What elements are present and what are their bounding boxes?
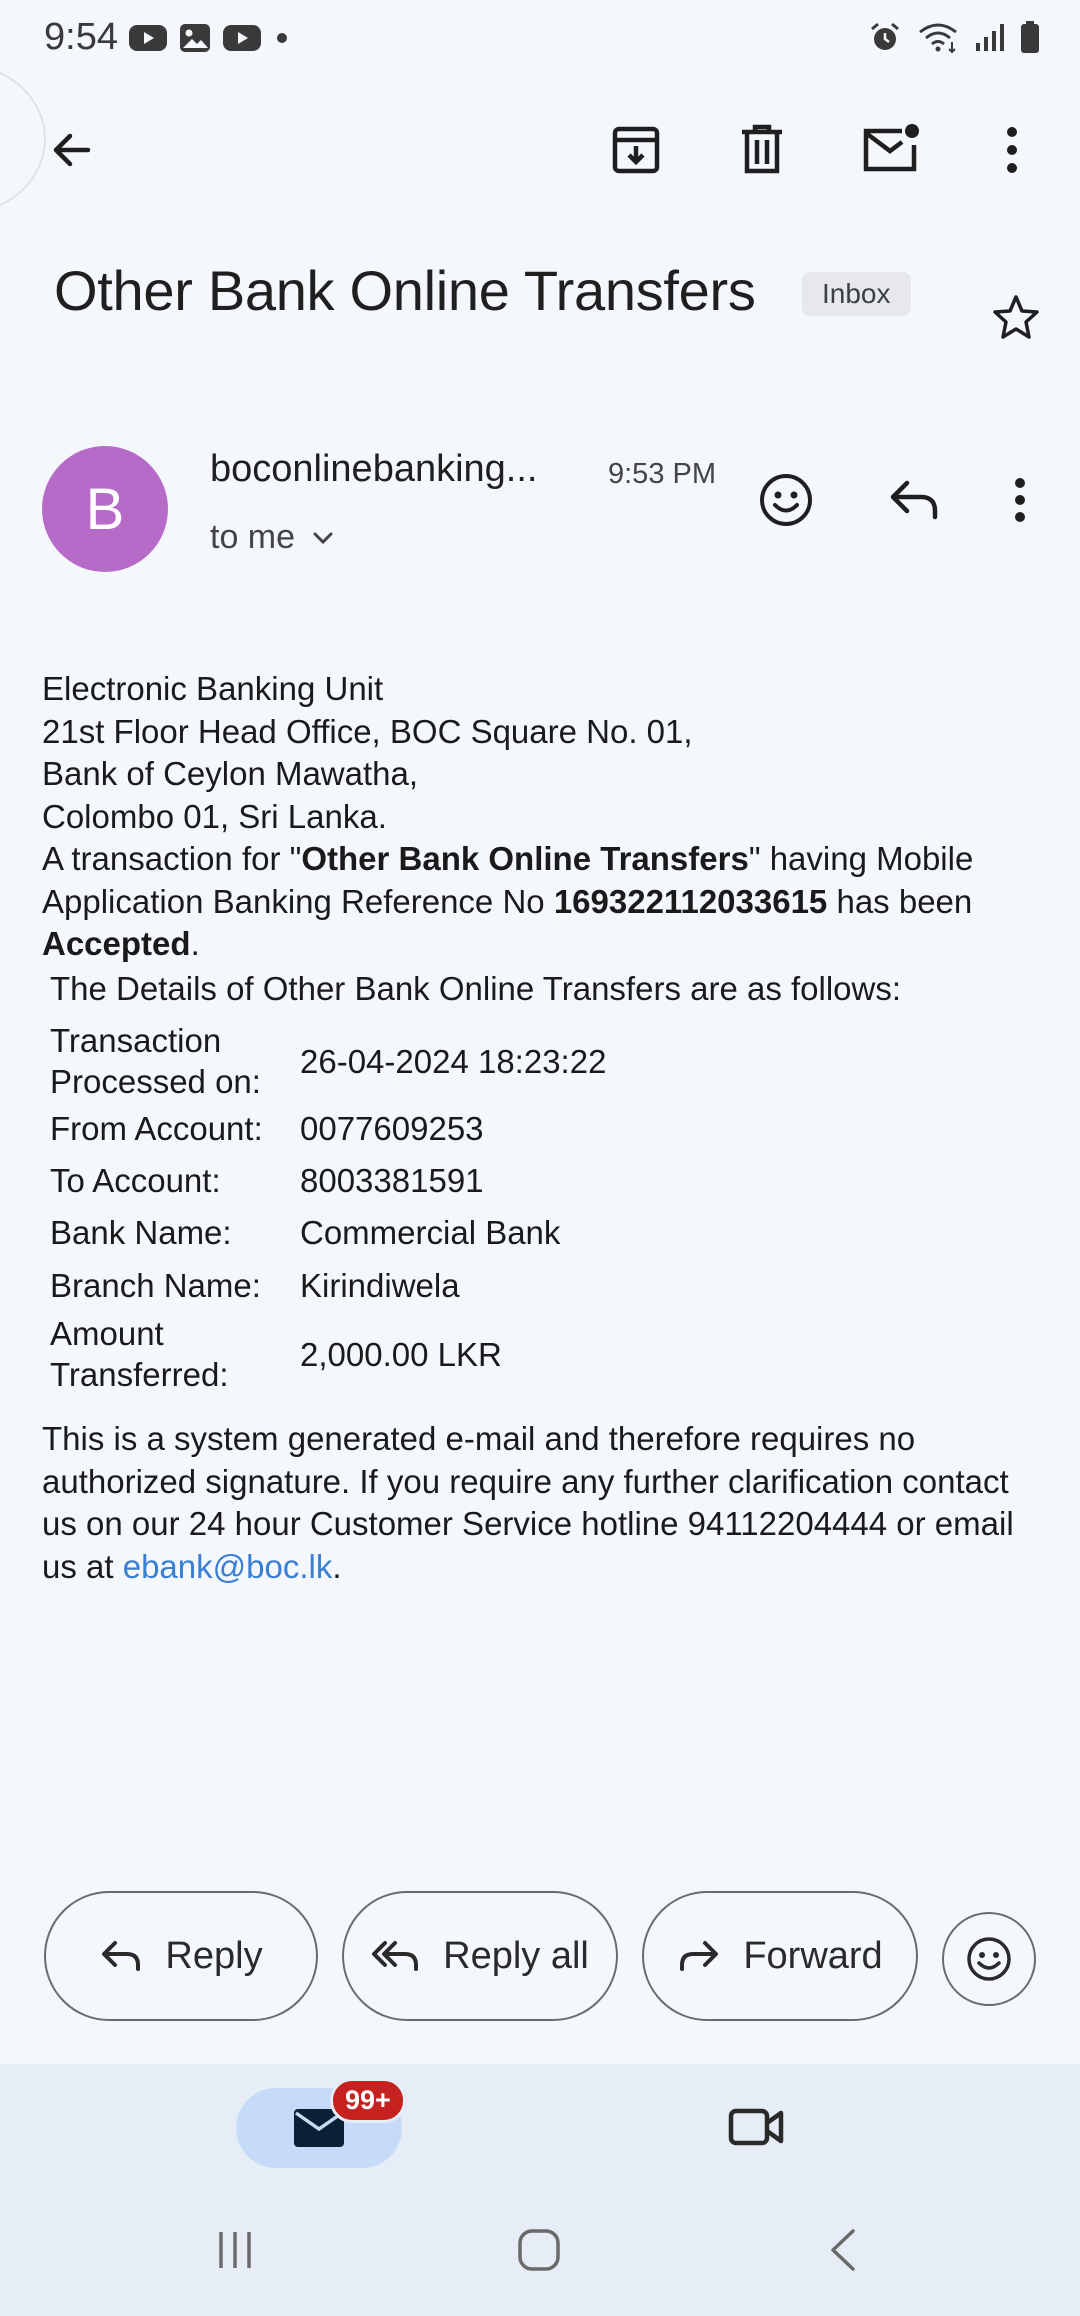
wifi-icon [916,20,960,54]
transfer-type: Other Bank Online Transfers [301,840,749,877]
delete-button[interactable] [730,118,794,182]
sender-avatar[interactable]: B [42,446,168,572]
alarm-icon [868,20,902,54]
recent-apps-button[interactable] [200,2220,270,2280]
detail-row [50,1206,606,1258]
signal-icon [974,21,1006,53]
detail-row [50,1258,606,1312]
reply-icon-button[interactable] [880,466,948,534]
detail-value: 26-04-2024 18:23:22 [300,1042,607,1080]
home-button[interactable] [504,2218,574,2282]
detail-value: 8003381591 [300,1161,484,1199]
recipient-details-toggle[interactable] [210,518,335,557]
battery-icon [1020,20,1040,54]
react-button[interactable] [942,1912,1036,2006]
transaction-status: Accepted [42,925,191,962]
address-line: 21st Floor Head Office, BOC Square No. 01, [42,712,693,750]
disclaimer-paragraph: This is a system generated e-mail and therefore requires no authorized signature. If you require any further clarification contact us on our 24 hour Customer Service hotline 94112204444 or email us at ebank@boc.lk. [42,1420,1014,1585]
reply-button[interactable] [44,1891,318,2021]
support-email-link[interactable]: ebank@boc.lk [122,1547,333,1585]
detail-row [50,1312,606,1396]
details-heading: The Details of Other Bank Online Transfers are as follows: [50,970,902,1007]
status-right-icons [868,20,1040,54]
reference-number: 169322112033615 [553,882,828,920]
address-line: Bank of Ceylon Mawatha, [42,755,419,792]
reply-all-button[interactable] [342,1891,618,2021]
transaction-paragraph: A transaction for "Other Bank Online Transfers" having Mobile Application Banking Reference No 169322112033615 has been Accepted. [42,840,974,962]
detail-value: Kirindiwela [300,1266,460,1304]
status-left-icons [128,22,292,54]
more-vert-icon [1013,477,1027,523]
sender-name[interactable]: boconlinebanking... [210,448,538,490]
star-icon [991,293,1041,343]
sent-time: 9:53 PM [608,458,716,490]
chevron-down-icon [311,530,335,546]
inbox-label-chip[interactable]: Inbox [802,272,911,316]
status-bar [0,0,1080,80]
details-table [50,1020,606,1396]
detail-row [50,1102,606,1154]
youtube-icon [222,23,262,53]
detail-label: Bank Name: [50,1213,232,1251]
more-options-button[interactable] [980,118,1044,182]
gallery-icon [178,22,212,54]
add-reaction-button[interactable] [752,466,820,534]
detail-label: To Account: [50,1161,221,1199]
detail-value: 0077609253 [300,1109,484,1147]
detail-label: From Account: [50,1109,263,1147]
system-back-button[interactable] [808,2218,878,2282]
mark-unread-button[interactable] [858,116,924,182]
back-button[interactable] [40,118,104,182]
dot-icon [272,28,292,48]
detail-value: 2,000.00 LKR [300,1335,502,1373]
more-vert-icon [1004,126,1020,174]
detail-label: Amount Transferred: [50,1315,229,1393]
detail-value: Commercial Bank [300,1213,561,1251]
emoji-icon [965,1935,1013,1983]
reply-label: Reply [165,1934,263,1977]
email-subject: Other Bank Online Transfers [54,259,756,322]
address-line: Colombo 01, Sri Lanka. [42,797,387,835]
chevron-left-icon [827,2227,859,2273]
home-icon [517,2228,561,2272]
detail-label: Transaction Processed on: [50,1022,261,1100]
detail-label: Branch Name: [50,1266,261,1304]
delete-icon [739,124,785,176]
back-arrow-icon [48,126,96,174]
reply-icon [99,1938,143,1974]
meet-tab[interactable] [726,2100,786,2154]
recipient-label: to me [210,518,296,556]
video-camera-icon [727,2105,785,2149]
status-time: 9:54 [44,16,118,58]
archive-icon [610,124,662,176]
mark-unread-icon [862,123,920,175]
message-more-button[interactable] [990,466,1050,534]
recent-apps-icon [213,2230,257,2270]
archive-button[interactable] [604,118,668,182]
reply-all-icon [371,1938,421,1974]
forward-button[interactable] [642,1891,918,2021]
forward-label: Forward [743,1934,883,1977]
forward-icon [677,1938,721,1974]
address-line: Electronic Banking Unit [42,670,384,707]
reply-icon [887,477,941,523]
system-navigation-bar [0,2190,1080,2316]
detail-row [50,1154,606,1206]
email-body [42,668,1052,966]
youtube-icon [128,23,168,53]
detail-row [50,1020,606,1102]
star-button[interactable] [984,286,1048,350]
emoji-icon [758,472,814,528]
reply-all-label: Reply all [443,1934,589,1977]
unread-count-badge: 99+ [330,2078,406,2123]
